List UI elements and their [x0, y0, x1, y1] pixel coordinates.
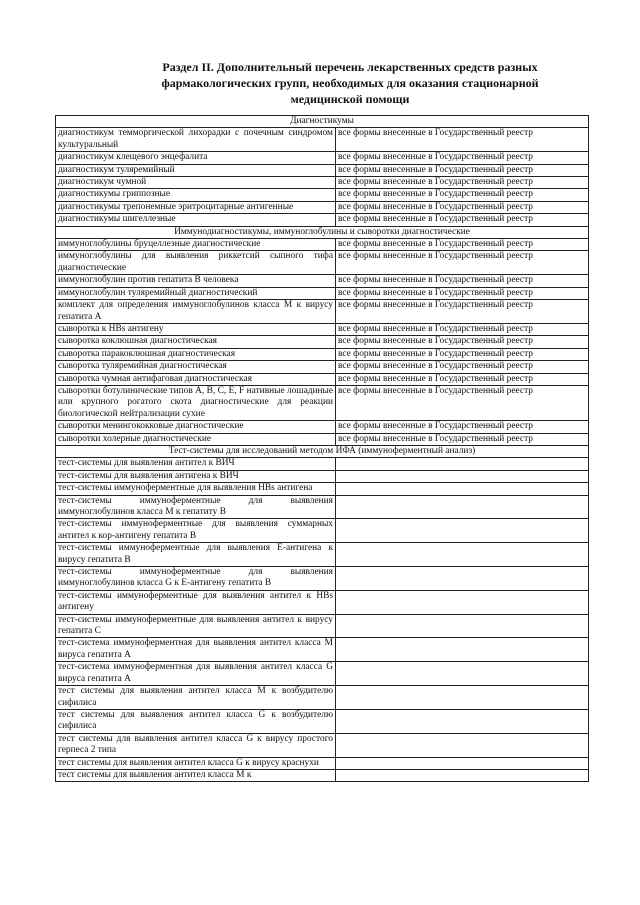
item-name: тест-система иммуноферментная для выявления антител класса G вируса гепатита А — [56, 662, 336, 686]
table-row — [56, 638, 589, 662]
item-name: тест-системы иммуноферментные для выявления HBs антигена — [56, 483, 336, 495]
item-name: диагностикум туляремийный — [56, 164, 336, 176]
item-form: все формы внесенные в Государственный реестр — [336, 300, 589, 324]
item-form — [336, 590, 589, 614]
item-form: все формы внесенные в Государственный реестр — [336, 164, 589, 176]
table-row — [56, 567, 589, 591]
item-name: сыворотки холерные диагностические — [56, 433, 336, 445]
item-form: все формы внесенные в Государственный реестр — [336, 348, 589, 360]
table-row — [56, 128, 589, 152]
page-title — [110, 59, 590, 107]
title-line: фармакологических групп, необходимых для оказания стационарной — [161, 76, 539, 90]
item-form — [336, 638, 589, 662]
item-name: сыворотка туляремийная диагностическая — [56, 361, 336, 373]
item-name: комплект для определения иммуноглобулинов класса М к вирусу гепатита А — [56, 300, 336, 324]
item-name: тест-системы иммуноферментные для выявления иммуноглобулинов класса М к гепатиту В — [56, 495, 336, 519]
item-name: диагностикум темморгической лихорадки с почечным синдромом культуральный — [56, 128, 336, 152]
item-form — [336, 519, 589, 543]
section-header-row — [56, 116, 589, 128]
table-row — [56, 251, 589, 275]
item-form — [336, 567, 589, 591]
item-form — [336, 709, 589, 733]
table-row — [56, 361, 589, 373]
table-row — [56, 336, 589, 348]
table-row — [56, 757, 589, 769]
item-form: все формы внесенные в Государственный реестр — [336, 421, 589, 433]
item-name: диагностикумы шигеллезные — [56, 214, 336, 226]
table-row — [56, 239, 589, 251]
item-form: все формы внесенные в Государственный реестр — [336, 152, 589, 164]
item-form: все формы внесенные в Государственный реестр — [336, 177, 589, 189]
table-row — [56, 470, 589, 482]
item-name: иммуноглобулин туляремийный диагностический — [56, 287, 336, 299]
item-name: тест-системы иммуноферментные для выявления антител к вирусу гепатита С — [56, 614, 336, 638]
table-row — [56, 177, 589, 189]
table-row — [56, 348, 589, 360]
table-row — [56, 543, 589, 567]
item-form: все формы внесенные в Государственный реестр — [336, 275, 589, 287]
item-name: сыворотка чумная антифаговая диагностическая — [56, 373, 336, 385]
item-form: все формы внесенные в Государственный реестр — [336, 251, 589, 275]
item-name: сыворотки менингококковые диагностические — [56, 421, 336, 433]
item-name: диагностикум чумной — [56, 177, 336, 189]
item-form — [336, 470, 589, 482]
table-row — [56, 323, 589, 335]
table-row — [56, 201, 589, 213]
table-row — [56, 458, 589, 470]
table-row — [56, 152, 589, 164]
item-name: диагностикумы трепонемные эритроцитарные антигенные — [56, 201, 336, 213]
table-body — [56, 116, 589, 782]
table-row — [56, 189, 589, 201]
item-name: иммуноглобулин против гепатита В человека — [56, 275, 336, 287]
item-name: тест системы для выявления антител класса G к возбудителю сифилиса — [56, 709, 336, 733]
item-form — [336, 458, 589, 470]
item-name: тест-системы иммуноферментные для выявления антител к HBs антигену — [56, 590, 336, 614]
item-name: тест-системы иммуноферментные для выявления иммуноглобулинов класса G к Е-антигену гепатита В — [56, 567, 336, 591]
table-row — [56, 686, 589, 710]
item-name: тест системы для выявления антител класса М к — [56, 769, 336, 781]
table-row — [56, 164, 589, 176]
item-form: все формы внесенные в Государственный реестр — [336, 239, 589, 251]
table-row — [56, 275, 589, 287]
table-row — [56, 483, 589, 495]
item-form: все формы внесенные в Государственный реестр — [336, 385, 589, 420]
table-row — [56, 287, 589, 299]
item-form — [336, 483, 589, 495]
item-form: все формы внесенные в Государственный реестр — [336, 433, 589, 445]
item-name: диагностикум клещевого энцефалита — [56, 152, 336, 164]
section-heading: Тест-системы для исследований методом ИФА (иммуноферментный анализ) — [56, 445, 589, 457]
item-name: тест-системы для выявления антигена к ВИЧ — [56, 470, 336, 482]
table-row — [56, 300, 589, 324]
item-name: тест-система иммуноферментная для выявления антител класса М вируса гепатита А — [56, 638, 336, 662]
item-name: тест системы для выявления антител класса G к вирусу краснухи — [56, 757, 336, 769]
item-form — [336, 686, 589, 710]
item-form — [336, 757, 589, 769]
item-form: все формы внесенные в Государственный реестр — [336, 189, 589, 201]
item-form: все формы внесенные в Государственный реестр — [336, 323, 589, 335]
table-row — [56, 373, 589, 385]
title-line: медицинской помощи — [290, 92, 410, 106]
item-name: сыворотки ботулинические типов А, В, С, Е, F нативные лошадиные или крупного рогатого скота диагностические для реакции биологической нейтрализации сухие — [56, 385, 336, 420]
table-row — [56, 385, 589, 420]
section-heading: Иммунодиагностикумы, иммуноглобулины и сыворотки диагностические — [56, 226, 589, 238]
item-form: все формы внесенные в Государственный реестр — [336, 287, 589, 299]
item-name: тест-системы иммуноферментные для выявления Е-антигена к вирусу гепатита В — [56, 543, 336, 567]
item-name: диагностикумы гриппозные — [56, 189, 336, 201]
item-form: все формы внесенные в Государственный реестр — [336, 201, 589, 213]
item-name: тест системы для выявления антител класса М к возбудителю сифилиса — [56, 686, 336, 710]
table-row — [56, 709, 589, 733]
item-name: тест-системы для выявления антител к ВИЧ — [56, 458, 336, 470]
section-heading: Диагностикумы — [56, 116, 589, 128]
item-form — [336, 769, 589, 781]
item-form — [336, 733, 589, 757]
table-row — [56, 214, 589, 226]
table-row — [56, 590, 589, 614]
title-line: Раздел II. Дополнительный перечень лекарственных средств разных — [162, 60, 538, 74]
item-form — [336, 543, 589, 567]
item-name: тест-системы иммуноферментные для выявления суммарных антител к кор-антигену гепатита В — [56, 519, 336, 543]
item-form: все формы внесенные в Государственный реестр — [336, 128, 589, 152]
table-row — [56, 769, 589, 781]
table-row — [56, 421, 589, 433]
table-row — [56, 733, 589, 757]
item-name: сыворотка коклюшная диагностическая — [56, 336, 336, 348]
item-name: сыворотка к HBs антигену — [56, 323, 336, 335]
item-form — [336, 662, 589, 686]
item-name: тест системы для выявления антител класса G к вирусу простого герпеса 2 типа — [56, 733, 336, 757]
table-row — [56, 614, 589, 638]
item-form: все формы внесенные в Государственный реестр — [336, 373, 589, 385]
table-row — [56, 662, 589, 686]
item-form: все формы внесенные в Государственный реестр — [336, 214, 589, 226]
table-row — [56, 519, 589, 543]
section-header-row — [56, 445, 589, 457]
item-name: иммуноглобулины для выявления риккетсий сыпного тифа диагностические — [56, 251, 336, 275]
drug-list-table — [55, 115, 589, 782]
item-form — [336, 614, 589, 638]
item-form — [336, 495, 589, 519]
item-form: все формы внесенные в Государственный реестр — [336, 336, 589, 348]
item-name: иммуноглобулины бруцеллезные диагностические — [56, 239, 336, 251]
table-row — [56, 433, 589, 445]
section-header-row — [56, 226, 589, 238]
item-form: все формы внесенные в Государственный реестр — [336, 361, 589, 373]
item-name: сыворотка паракоклюшная диагностическая — [56, 348, 336, 360]
table-row — [56, 495, 589, 519]
